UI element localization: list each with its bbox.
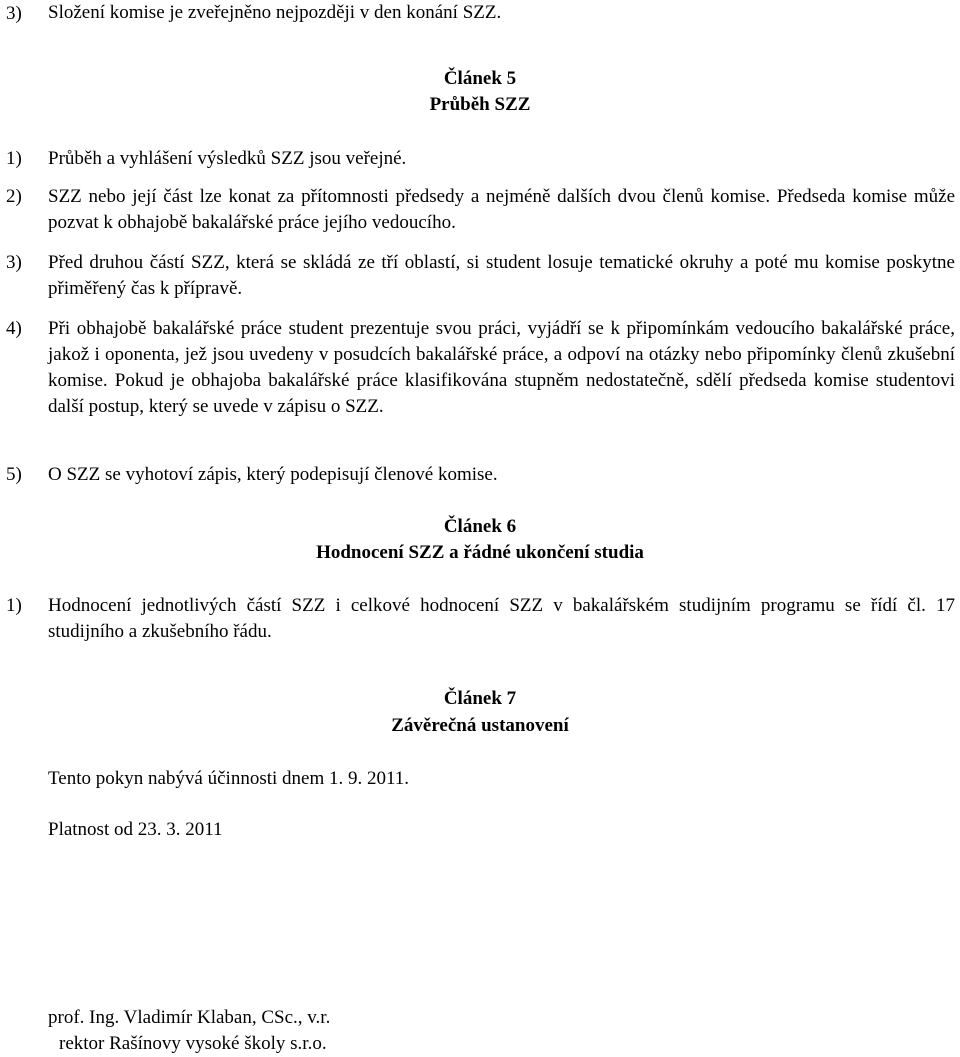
signatory-role: rektor Rašínovy vysoké školy s.r.o. bbox=[59, 1033, 327, 1054]
article5-item3-number: 3) bbox=[6, 252, 22, 273]
top-item-number: 3) bbox=[6, 3, 22, 24]
article7-title: Závěrečná ustanovení bbox=[391, 715, 569, 736]
article5-item1-number: 1) bbox=[6, 148, 22, 169]
signatory-name: prof. Ing. Vladimír Klaban, CSc., v.r. bbox=[48, 1007, 331, 1028]
article5-heading: Článek 5 bbox=[443, 68, 517, 89]
article7-heading: Článek 7 bbox=[443, 688, 517, 709]
article5-item1-text: Průběh a vyhlášení výsledků SZZ jsou veřejné. bbox=[48, 148, 407, 169]
article5-item2-text: SZZ nebo její část lze konat za přítomnosti předsedy a nejméně dalších dvou členů komise. Předseda komise může pozvat k obhajobě bakalářské práce jejího vedoucího. bbox=[48, 186, 955, 233]
top-item-text: Složení komise je zveřejněno nejpozději v den konání SZZ. bbox=[48, 2, 502, 23]
article6-item1-number: 1) bbox=[6, 595, 22, 616]
effective-date-text: Tento pokyn nabývá účinnosti dnem 1. 9. 2011. bbox=[48, 768, 410, 789]
article5-item3-text: Před druhou částí SZZ, která se skládá ze tří oblastí, si student losuje tematické okruhy a poté mu komise poskytne přiměřený čas k přípravě. bbox=[48, 252, 955, 299]
article5-item2-number: 2) bbox=[6, 186, 22, 207]
article5-item4-text: Při obhajobě bakalářské práce student prezentuje svou práci, vyjádří se k připomínkám vedoucího bakalářské práce, jakož i oponenta, jež jsou uvedeny v posudcích bakalářské práce, a odpoví na otázky nebo připomínky členů zkušební komise. Pokud je obhajoba bakalářské práce klasifikována stupněm nedostatečně, sdělí předseda komise studentovi další postup, který se uvede v zápisu o SZZ. bbox=[48, 318, 955, 417]
validity-date-text: Platnost od 23. 3. 2011 bbox=[48, 819, 223, 840]
article6-heading: Článek 6 bbox=[443, 516, 517, 537]
article5-item4-number: 4) bbox=[6, 318, 22, 339]
article5-item5-number: 5) bbox=[6, 464, 22, 485]
article5-item5-text: O SZZ se vyhotoví zápis, který podepisují členové komise. bbox=[48, 464, 498, 485]
article5-title: Průběh SZZ bbox=[429, 94, 531, 115]
article6-item1-text: Hodnocení jednotlivých částí SZZ i celkové hodnocení SZZ v bakalářském studijním programu se řídí čl. 17 studijního a zkušebního řádu. bbox=[48, 595, 955, 642]
article6-title: Hodnocení SZZ a řádné ukončení studia bbox=[316, 542, 644, 563]
